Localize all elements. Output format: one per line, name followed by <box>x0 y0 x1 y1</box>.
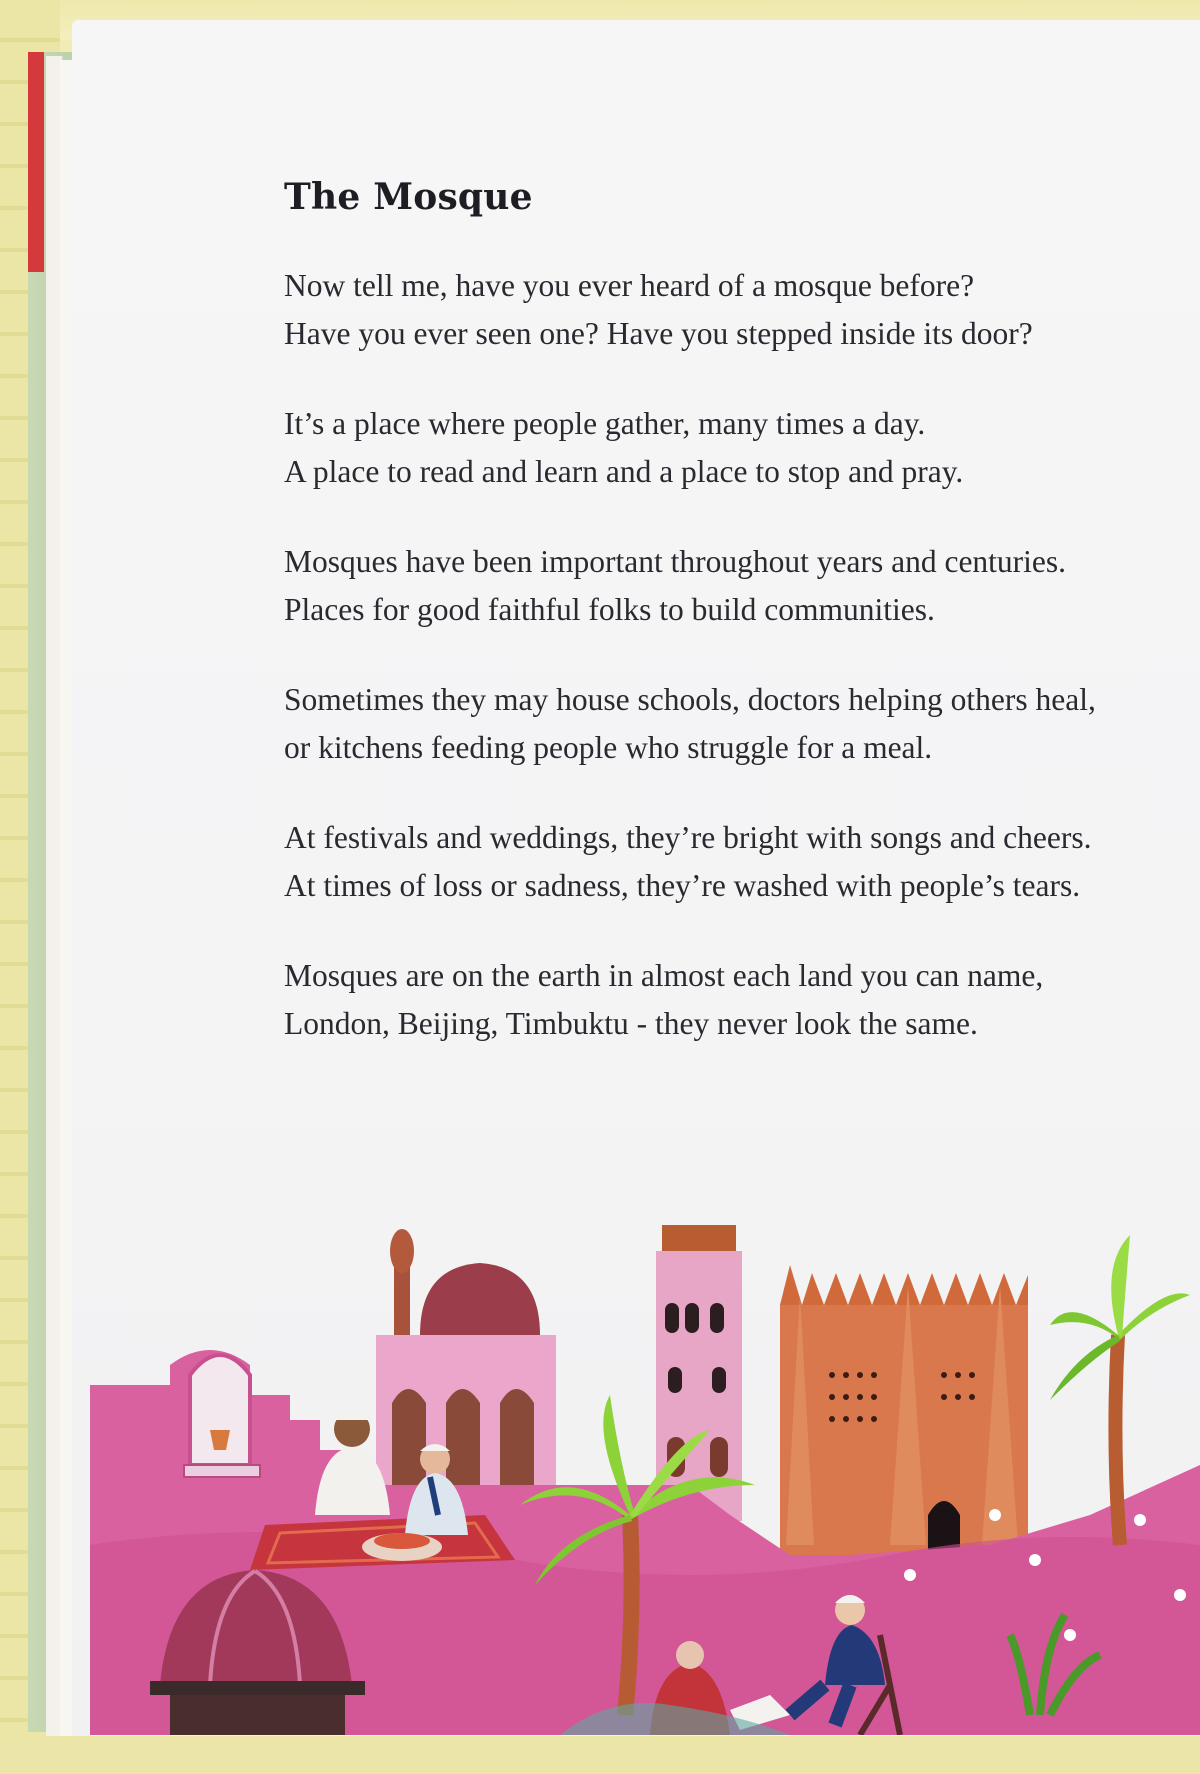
background-mat-bottom <box>0 1735 1200 1774</box>
poem-line: Places for good faithful folks to build communities. <box>284 592 935 627</box>
stanza-4 <box>284 676 1164 772</box>
poem-line: Sometimes they may house schools, doctors helping others heal, <box>284 682 1096 717</box>
stanza-6 <box>284 952 1164 1048</box>
poem-line: London, Beijing, Timbuktu - they never look the same. <box>284 1006 978 1041</box>
poem <box>284 262 1164 1090</box>
poem-line: Mosques are on the earth in almost each land you can name, <box>284 958 1044 993</box>
poem-line: A place to read and learn and a place to stop and pray. <box>284 454 964 489</box>
page-title: The Mosque <box>284 176 533 218</box>
stanza-3 <box>284 538 1164 634</box>
poem-line: It’s a place where people gather, many times a day. <box>284 406 926 441</box>
stanza-5 <box>284 814 1164 910</box>
mosque-illustration <box>90 1215 1200 1735</box>
poem-line: At times of loss or sadness, they’re washed with people’s tears. <box>284 868 1081 903</box>
stanza-2 <box>284 400 1164 496</box>
stanza-1 <box>284 262 1164 358</box>
book-cover-red-strip <box>28 52 44 272</box>
poem-line: At festivals and weddings, they’re bright with songs and cheers. <box>284 820 1092 855</box>
poem-line: Now tell me, have you ever heard of a mosque before? <box>284 268 975 303</box>
poem-line: or kitchens feeding people who struggle for a meal. <box>284 730 933 765</box>
domed-mosque <box>376 1229 556 1485</box>
lantern-niche <box>184 1355 260 1477</box>
poem-line: Have you ever seen one? Have you stepped inside its door? <box>284 316 1033 351</box>
poem-line: Mosques have been important throughout years and centuries. <box>284 544 1067 579</box>
